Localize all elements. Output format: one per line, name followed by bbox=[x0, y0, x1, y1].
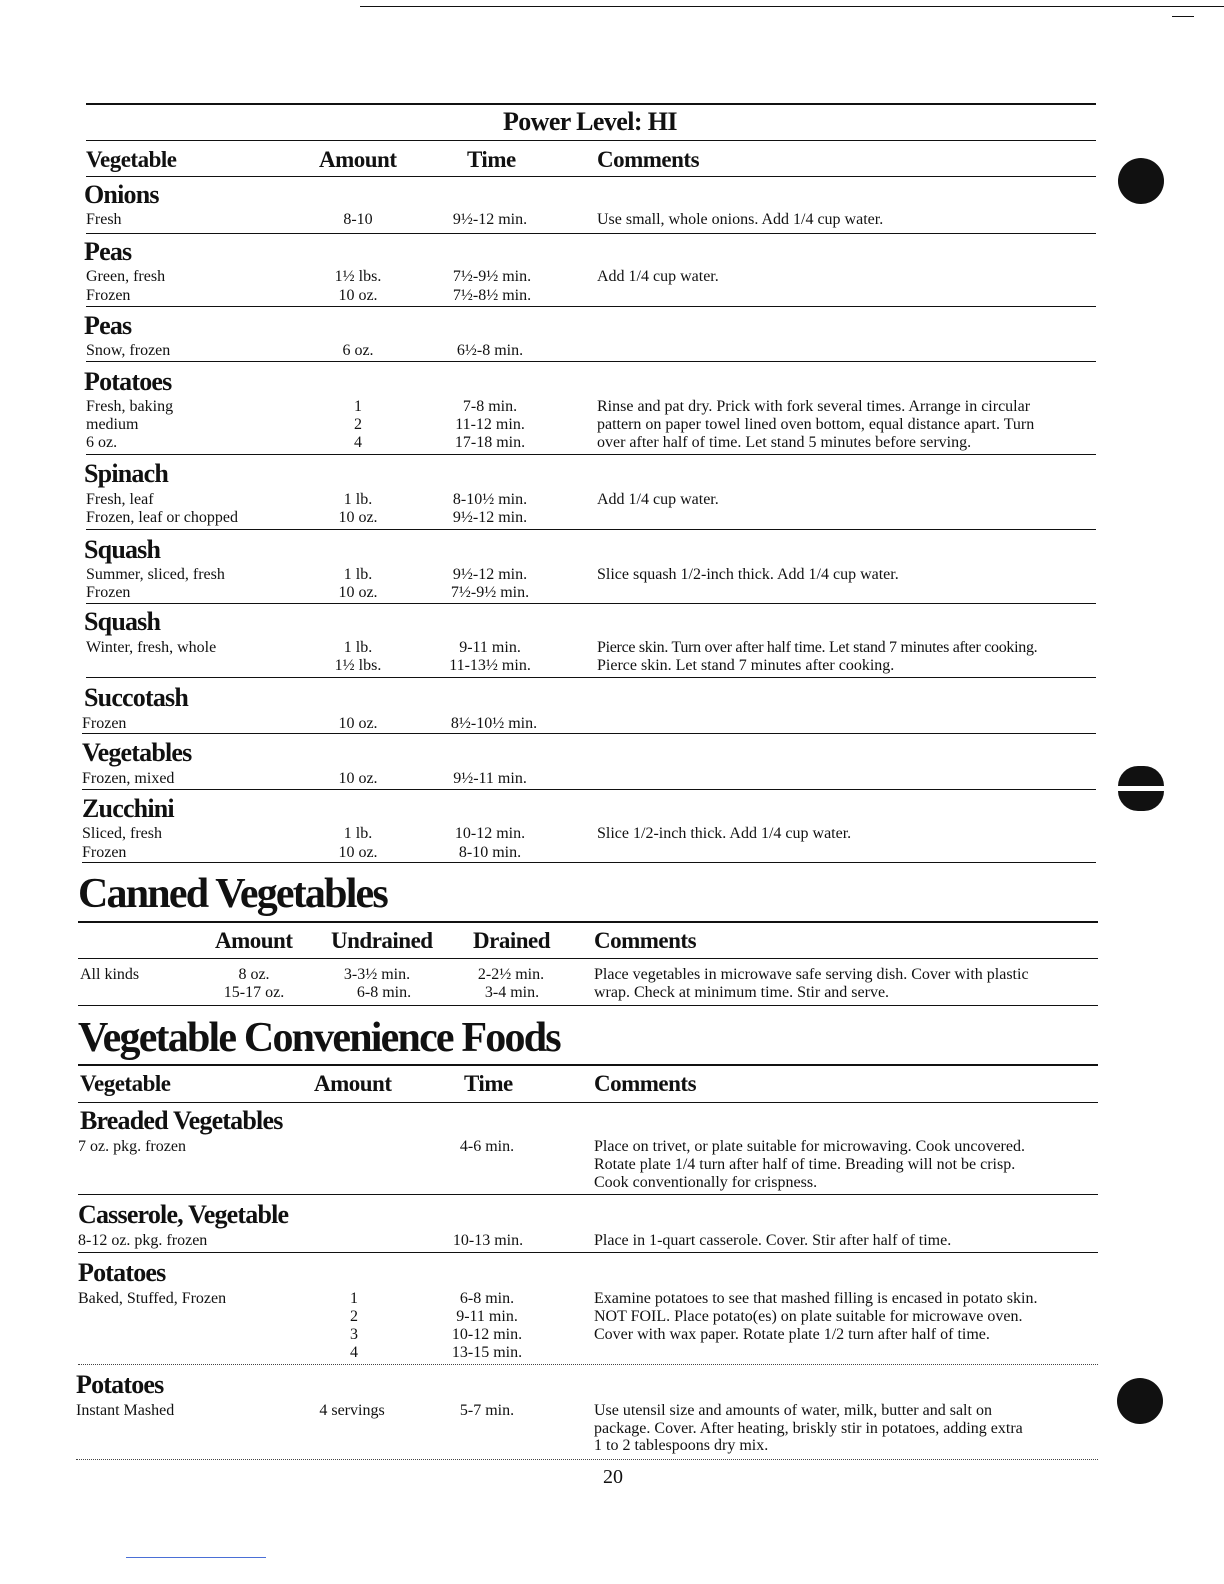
section-rule bbox=[78, 1064, 1098, 1066]
amount-value: 4 bbox=[350, 1344, 358, 1361]
row-rule bbox=[82, 789, 1096, 790]
comment-text: Cover with wax paper. Rotate plate 1/2 turn after half of time. bbox=[594, 1326, 990, 1343]
category-succotash: Succotash bbox=[84, 683, 189, 712]
amount-value: 10 oz. bbox=[338, 509, 378, 526]
item-label: Winter, fresh, whole bbox=[86, 639, 217, 656]
section-title-convenience: Vegetable Convenience Foods bbox=[78, 1015, 560, 1061]
header-rule bbox=[78, 1102, 1098, 1103]
col-header-comments: Comments bbox=[594, 928, 697, 953]
time-value: 11-12 min. bbox=[455, 416, 525, 433]
item-label: 6 oz. bbox=[86, 434, 118, 451]
item-label: Frozen bbox=[86, 584, 131, 601]
time-value: 7½-9½ min. bbox=[450, 584, 530, 601]
category-casserole-vegetable: Casserole, Vegetable bbox=[78, 1200, 289, 1229]
category-peas-snow: Peas bbox=[84, 311, 132, 340]
header-rule bbox=[78, 958, 1098, 959]
binder-hole-mark-middle bbox=[1118, 766, 1164, 812]
col-header-amount: Amount bbox=[215, 928, 293, 953]
amount-value: 1 lb. bbox=[343, 491, 373, 508]
binder-hole-mark-bottom bbox=[1117, 1378, 1163, 1424]
time-value: 10-12 min. bbox=[451, 1326, 523, 1343]
time-value: 9½-12 min. bbox=[452, 566, 528, 583]
item-label: Frozen bbox=[86, 287, 131, 304]
row-rule bbox=[78, 1194, 1098, 1195]
time-value: 9½-12 min. bbox=[452, 211, 528, 228]
col-header-comments: Comments bbox=[594, 1071, 697, 1096]
time-value: 9½-12 min. bbox=[452, 509, 528, 526]
row-rule bbox=[78, 1252, 1098, 1253]
amount-value: 6 oz. bbox=[342, 342, 374, 359]
comment-text: Pierce skin. Turn over after half time. Let stand 7 minutes after cooking. bbox=[597, 639, 1038, 656]
comment-text: Slice squash 1/2-inch thick. Add 1/4 cup water. bbox=[597, 566, 899, 583]
comment-text: Slice 1/2-inch thick. Add 1/4 cup water. bbox=[597, 825, 852, 842]
row-rule bbox=[78, 1005, 1098, 1006]
item-label: 8-12 oz. pkg. frozen bbox=[78, 1232, 208, 1249]
amount-value: 2 bbox=[350, 1308, 358, 1325]
col-header-vegetable: Vegetable bbox=[86, 147, 177, 172]
corner-mark bbox=[1172, 16, 1194, 17]
time-value: 9-11 min. bbox=[459, 639, 521, 656]
row-rule bbox=[82, 862, 1096, 863]
time-value: 4-6 min. bbox=[459, 1138, 515, 1155]
time-value: 8½-10½ min. bbox=[450, 715, 538, 732]
comment-text: Place on trivet, or plate suitable for microwaving. Cook uncovered. bbox=[594, 1138, 1025, 1155]
col-header-vegetable: Vegetable bbox=[80, 1071, 171, 1096]
comment-text: wrap. Check at minimum time. Stir and serve. bbox=[594, 984, 890, 1001]
comment-text: Use utensil size and amounts of water, milk, butter and salt on bbox=[594, 1402, 992, 1419]
amount-value: 1 lb. bbox=[343, 825, 373, 842]
row-rule bbox=[76, 1459, 1098, 1460]
amount-value: 1½ lbs. bbox=[334, 657, 382, 674]
bottom-scan-line bbox=[126, 1557, 266, 1558]
comment-text: Examine potatoes to see that mashed filling is encased in potato skin. bbox=[594, 1290, 1038, 1307]
amount-value: 2 bbox=[354, 416, 362, 433]
binder-hole-mark-top bbox=[1118, 158, 1164, 204]
item-label: Frozen, leaf or chopped bbox=[86, 509, 238, 526]
category-potatoes: Potatoes bbox=[84, 367, 172, 396]
row-rule bbox=[86, 603, 1096, 604]
time-value: 8-10 min. bbox=[458, 844, 522, 861]
item-label: medium bbox=[86, 416, 139, 433]
row-rule bbox=[82, 733, 1096, 734]
page-number: 20 bbox=[603, 1466, 623, 1488]
comment-text: Place vegetables in microwave safe serving dish. Cover with plastic bbox=[594, 966, 1029, 983]
comment-text: NOT FOIL. Place potato(es) on plate suitable for microwave oven. bbox=[594, 1308, 1023, 1325]
undrained-value: 3-3½ min. bbox=[343, 966, 411, 983]
time-value: 10-13 min. bbox=[452, 1232, 524, 1249]
row-rule bbox=[86, 306, 1096, 307]
time-value: 9-11 min. bbox=[456, 1308, 518, 1325]
item-label: Fresh, baking bbox=[86, 398, 174, 415]
undrained-value: 6-8 min. bbox=[356, 984, 412, 1001]
category-onions: Onions bbox=[84, 180, 159, 209]
time-value: 7½-9½ min. bbox=[452, 268, 532, 285]
comment-text: over after half of time. Let stand 5 minutes before serving. bbox=[597, 434, 972, 451]
row-rule bbox=[86, 454, 1096, 455]
comment-text: package. Cover. After heating, briskly stir in potatoes, adding extra bbox=[594, 1420, 1023, 1437]
time-value: 6½-8 min. bbox=[456, 342, 524, 359]
amount-value: 15-17 oz. bbox=[223, 984, 285, 1001]
time-value: 8-10½ min. bbox=[452, 491, 528, 508]
header-rule bbox=[86, 176, 1096, 177]
col-header-undrained: Undrained bbox=[331, 928, 433, 953]
time-value: 9½-11 min. bbox=[453, 770, 527, 787]
item-label: Frozen bbox=[82, 715, 127, 732]
item-label: All kinds bbox=[80, 966, 140, 983]
table-top-rule bbox=[86, 103, 1096, 105]
drained-value: 3-4 min. bbox=[484, 984, 540, 1001]
item-label: Fresh, leaf bbox=[86, 491, 154, 508]
item-label: Snow, frozen bbox=[86, 342, 171, 359]
col-header-comments: Comments bbox=[597, 147, 700, 172]
row-rule bbox=[78, 1364, 1098, 1365]
amount-value: 8-10 bbox=[343, 211, 373, 228]
time-value: 7½-8½ min. bbox=[452, 287, 532, 304]
item-label: Green, fresh bbox=[86, 268, 166, 285]
row-rule bbox=[86, 677, 1096, 678]
time-value: 17-18 min. bbox=[454, 434, 526, 451]
item-label: Summer, sliced, fresh bbox=[86, 566, 225, 583]
time-value: 7-8 min. bbox=[462, 398, 518, 415]
row-rule bbox=[86, 529, 1096, 530]
category-vegetables: Vegetables bbox=[82, 738, 192, 767]
category-zucchini: Zucchini bbox=[82, 794, 174, 823]
item-label: Baked, Stuffed, Frozen bbox=[78, 1290, 227, 1307]
col-header-amount: Amount bbox=[319, 147, 397, 172]
item-label: Fresh bbox=[86, 211, 122, 228]
drained-value: 2-2½ min. bbox=[477, 966, 545, 983]
section-rule bbox=[78, 921, 1098, 923]
comment-text: Use small, whole onions. Add 1/4 cup water. bbox=[597, 211, 884, 228]
amount-value: 10 oz. bbox=[338, 584, 378, 601]
amount-value: 8 oz. bbox=[238, 966, 270, 983]
amount-value: 10 oz. bbox=[338, 287, 378, 304]
time-value: 11-13½ min. bbox=[449, 657, 531, 674]
item-label: Frozen bbox=[82, 844, 127, 861]
comment-text: Rotate plate 1/4 turn after half of time. Breading will not be crisp. bbox=[594, 1156, 1016, 1173]
comment-text: Rinse and pat dry. Prick with fork several times. Arrange in circular bbox=[597, 398, 1031, 415]
category-breaded-vegetables: Breaded Vegetables bbox=[80, 1106, 283, 1135]
time-value: 10-12 min. bbox=[454, 825, 526, 842]
comment-text: 1 to 2 tablespoons dry mix. bbox=[594, 1437, 769, 1454]
category-potatoes-instant: Potatoes bbox=[76, 1370, 164, 1399]
category-squash-summer: Squash bbox=[84, 535, 161, 564]
power-level-rule bbox=[86, 140, 1096, 141]
time-value: 6-8 min. bbox=[459, 1290, 515, 1307]
amount-value: 1½ lbs. bbox=[334, 268, 382, 285]
comment-text: Add 1/4 cup water. bbox=[597, 491, 719, 508]
amount-value: 4 bbox=[354, 434, 362, 451]
category-peas: Peas bbox=[84, 237, 132, 266]
category-spinach: Spinach bbox=[84, 459, 169, 488]
time-value: 5-7 min. bbox=[459, 1402, 515, 1419]
col-header-time: Time bbox=[464, 1071, 513, 1096]
category-squash-winter: Squash bbox=[84, 607, 161, 636]
amount-value: 3 bbox=[350, 1326, 358, 1343]
col-header-drained: Drained bbox=[473, 928, 550, 953]
category-potatoes-stuffed: Potatoes bbox=[78, 1258, 166, 1287]
item-label: Instant Mashed bbox=[76, 1402, 175, 1419]
amount-value: 10 oz. bbox=[338, 844, 378, 861]
amount-value: 1 lb. bbox=[343, 566, 373, 583]
section-title-canned: Canned Vegetables bbox=[78, 871, 387, 917]
comment-text: Add 1/4 cup water. bbox=[597, 268, 719, 285]
power-level-heading: Power Level: HI bbox=[503, 107, 677, 136]
amount-value: 10 oz. bbox=[338, 715, 378, 732]
top-edge-rule bbox=[360, 6, 1224, 7]
amount-value: 1 bbox=[350, 1290, 358, 1307]
item-label: Frozen, mixed bbox=[82, 770, 175, 787]
row-rule bbox=[86, 233, 1096, 234]
comment-text: pattern on paper towel lined oven bottom, equal distance apart. Turn bbox=[597, 416, 1035, 433]
item-label: 7 oz. pkg. frozen bbox=[78, 1138, 186, 1155]
comment-text: Cook conventionally for crispness. bbox=[594, 1174, 818, 1191]
item-label: Sliced, fresh bbox=[82, 825, 162, 842]
row-rule bbox=[86, 361, 1096, 362]
time-value: 13-15 min. bbox=[451, 1344, 523, 1361]
comment-text: Pierce skin. Let stand 7 minutes after cooking. bbox=[597, 657, 895, 674]
amount-value: 10 oz. bbox=[338, 770, 378, 787]
col-header-time: Time bbox=[467, 147, 516, 172]
amount-value: 4 servings bbox=[319, 1402, 385, 1419]
col-header-amount: Amount bbox=[314, 1071, 392, 1096]
comment-text: Place in 1-quart casserole. Cover. Stir after half of time. bbox=[594, 1232, 952, 1249]
amount-value: 1 bbox=[354, 398, 362, 415]
amount-value: 1 lb. bbox=[343, 639, 373, 656]
